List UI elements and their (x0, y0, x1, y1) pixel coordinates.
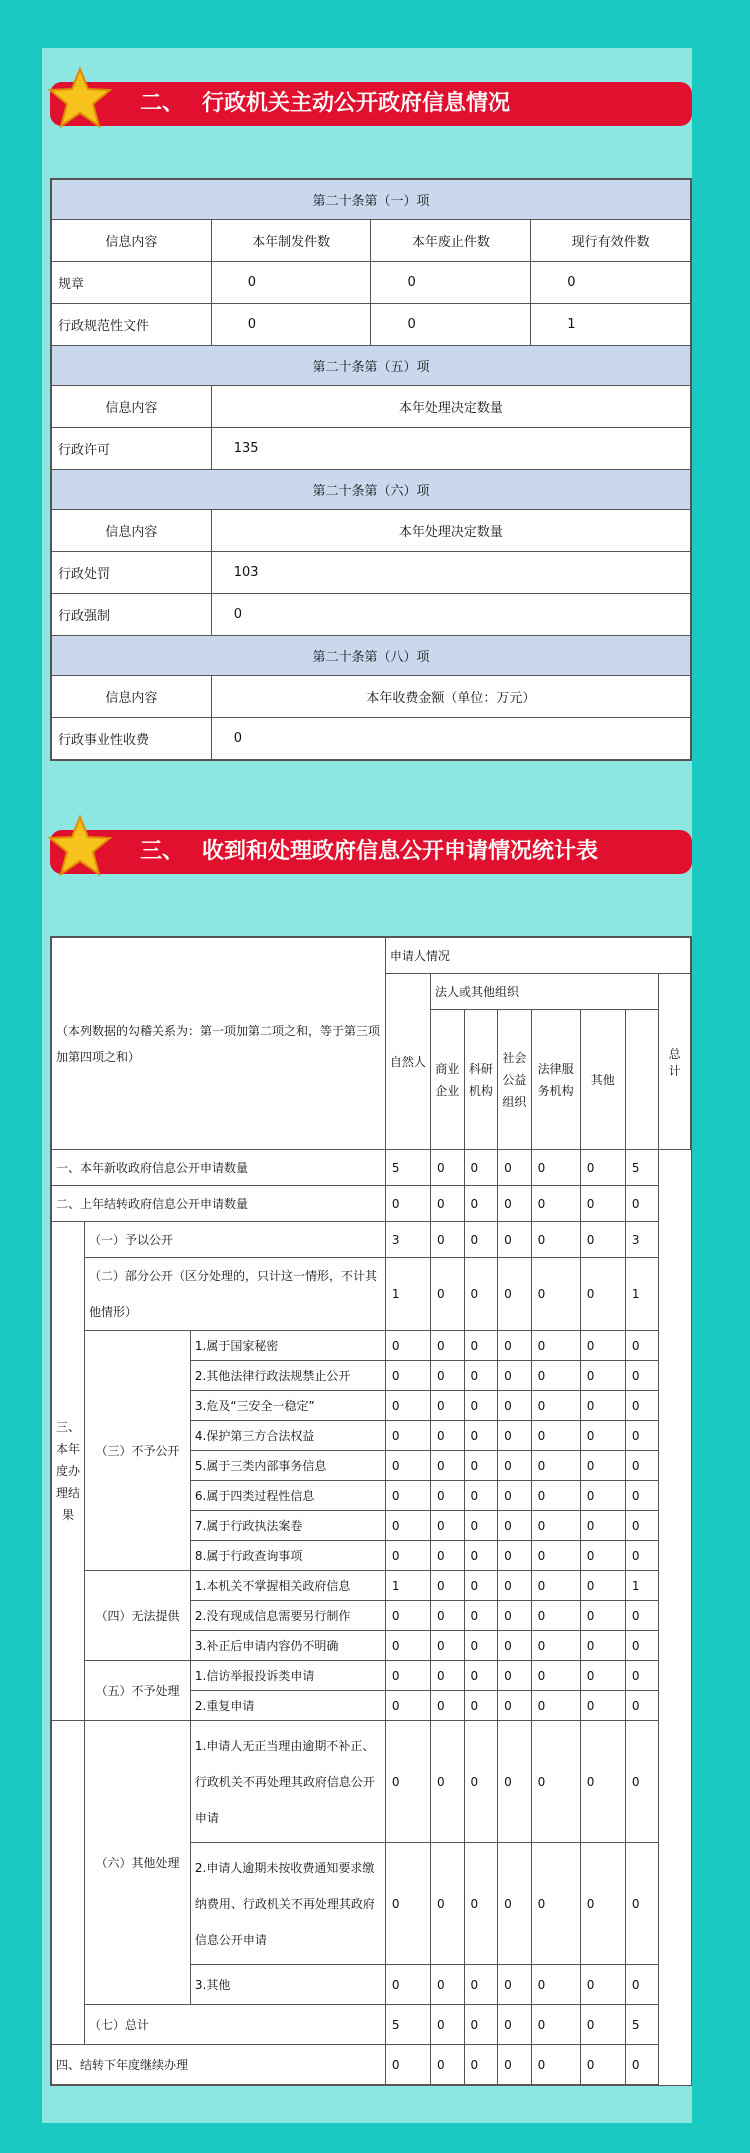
cell-value: 0 (625, 1691, 658, 1721)
column-header: 自然人 (385, 974, 430, 1150)
data-row (52, 1258, 691, 1331)
section3-label: 三、本年度办理结果 (52, 1222, 85, 1721)
cell-value: 0 (531, 1661, 580, 1691)
cell-value: 0 (385, 1391, 430, 1421)
cell-value: 0 (531, 1721, 580, 1843)
row-label: 4.保护第三方合法权益 (190, 1421, 385, 1451)
cell-value: 0 (580, 1331, 625, 1361)
row-label: 行政强制 (52, 594, 212, 636)
cell-value: 0 (385, 1631, 430, 1661)
cell-value: 0 (531, 1391, 580, 1421)
column-header: 本年处理决定数量 (211, 510, 690, 552)
cell-value: 0 (531, 1222, 580, 1258)
cell-value: 0 (464, 2045, 498, 2085)
cell-value: 0 (625, 1511, 658, 1541)
row-label: 2.申请人逾期未按收费通知要求缴纳费用、行政机关不再处理其政府信息公开申请 (190, 1843, 385, 1965)
cell-value: 0 (371, 262, 531, 304)
column-header: 信息内容 (52, 220, 212, 262)
cell-value: 0 (498, 1631, 532, 1661)
group-label-bugk: （三）不予公开 (85, 1331, 191, 1571)
column-header: 信息内容 (52, 386, 212, 428)
column-header: 本年处理决定数量 (211, 386, 690, 428)
group-label-bycl: （五）不予处理 (85, 1661, 191, 1721)
applicant-header: 申请人情况 (385, 938, 690, 974)
cell-value: 0 (531, 1186, 580, 1222)
cell-value: 0 (580, 1661, 625, 1691)
cell-value: 0 (211, 304, 371, 346)
cell-value: 0 (464, 1601, 498, 1631)
cell-value: 0 (430, 1331, 464, 1361)
cell-value: 0 (211, 594, 690, 636)
cell-value: 0 (430, 1571, 464, 1601)
cell-value: 0 (580, 1258, 625, 1331)
cell-value: 0 (385, 1511, 430, 1541)
column-header: 本年废止件数 (371, 220, 531, 262)
row-label: 1.属于国家秘密 (190, 1331, 385, 1361)
data-row (52, 1331, 691, 1361)
cell-value: 0 (464, 1331, 498, 1361)
cell-value: 0 (498, 1541, 532, 1571)
cell-value: 0 (625, 1186, 658, 1222)
row-label: 3.危及“三安全一稳定” (190, 1391, 385, 1421)
block-header: 第二十条第（五）项 (52, 346, 691, 386)
cell-value: 0 (531, 1601, 580, 1631)
section3-title: 收到和处理政府信息公开申请情况统计表 (202, 839, 599, 864)
cell-value: 0 (498, 1258, 532, 1331)
row-label: 3.其他 (190, 1965, 385, 2005)
cell-value: 0 (498, 1481, 532, 1511)
row-label: 3.补正后申请内容仍不明确 (190, 1631, 385, 1661)
cell-value: 0 (580, 1843, 625, 1965)
group-label-wftg: （四）无法提供 (85, 1571, 191, 1661)
cell-value: 0 (498, 1601, 532, 1631)
row-label: 二、上年结转政府信息公开申请数量 (52, 1186, 386, 1222)
column-header: 信息内容 (52, 510, 212, 552)
data-row (52, 2045, 691, 2085)
cell-value: 0 (531, 1511, 580, 1541)
cell-value: 0 (498, 1965, 532, 2005)
column-header: 商业企业 (430, 1010, 464, 1150)
cell-value: 0 (464, 1661, 498, 1691)
cell-value: 0 (430, 1222, 464, 1258)
cell-value: 0 (430, 1361, 464, 1391)
row-label: 行政处罚 (52, 552, 212, 594)
column-header: 总计 (659, 974, 691, 1150)
cell-value: 0 (430, 2005, 464, 2045)
cell-value: 0 (531, 1571, 580, 1601)
cell-value: 1 (625, 1258, 658, 1331)
cell-value: 0 (498, 1331, 532, 1361)
column-header-row (52, 676, 691, 718)
cell-value: 0 (625, 1391, 658, 1421)
cell-value: 0 (464, 1361, 498, 1391)
data-row (52, 262, 691, 304)
cell-value: 1 (531, 304, 691, 346)
section2-title: 行政机关主动公开政府信息情况 (202, 91, 511, 116)
cell-value: 0 (464, 1391, 498, 1421)
cell-value: 0 (385, 1661, 430, 1691)
row-label: 5.属于三类内部事务信息 (190, 1451, 385, 1481)
cell-value: 0 (464, 1691, 498, 1721)
cell-value: 0 (371, 304, 531, 346)
cell-value: 0 (498, 1451, 532, 1481)
row-label: 1.信访举报投诉类申请 (190, 1661, 385, 1691)
cell-value: 0 (385, 1361, 430, 1391)
data-row (52, 1571, 691, 1601)
cell-value: 0 (580, 1965, 625, 2005)
row-label: 四、结转下年度继续办理 (52, 2045, 386, 2085)
cell-value: 0 (498, 1421, 532, 1451)
data-row (52, 1721, 691, 1843)
cell-value: 0 (430, 1258, 464, 1331)
block-header-row (52, 180, 691, 220)
cell-value: 0 (430, 1965, 464, 2005)
column-header-row (52, 510, 691, 552)
row-label: 2.没有现成信息需要另行制作 (190, 1601, 385, 1631)
cell-value: 0 (580, 1451, 625, 1481)
cell-value: 0 (430, 1691, 464, 1721)
column-header: 本年制发件数 (211, 220, 371, 262)
cell-value: 0 (625, 1451, 658, 1481)
cell-value: 0 (580, 1721, 625, 1843)
cell-value: 0 (625, 1541, 658, 1571)
data-row (52, 1222, 691, 1258)
column-header-row (52, 386, 691, 428)
cell-value: 0 (464, 1150, 498, 1186)
cell-value: 0 (430, 1843, 464, 1965)
cell-value: 0 (464, 1258, 498, 1331)
cell-value: 0 (580, 1691, 625, 1721)
cell-value: 0 (430, 1186, 464, 1222)
data-row (52, 1150, 691, 1186)
cell-value: 0 (464, 1965, 498, 2005)
cell-value: 3 (385, 1222, 430, 1258)
row-label: 6.属于四类过程性信息 (190, 1481, 385, 1511)
cell-value: 0 (625, 1843, 658, 1965)
cell-value: 0 (625, 1361, 658, 1391)
cell-value: 0 (211, 262, 371, 304)
cell-value: 0 (580, 1631, 625, 1661)
row-label: 1.申请人无正当理由逾期不补正、行政机关不再处理其政府信息公开申请 (190, 1721, 385, 1843)
column-header: 科研机构 (464, 1010, 498, 1150)
cell-value: 0 (580, 1186, 625, 1222)
row-label: 8.属于行政查询事项 (190, 1541, 385, 1571)
cell-value: 0 (385, 1691, 430, 1721)
data-row (52, 718, 691, 760)
section2-table (50, 178, 692, 761)
cell-value: 1 (385, 1571, 430, 1601)
cell-value: 0 (580, 1421, 625, 1451)
cell-value: 0 (430, 1661, 464, 1691)
cell-value: 5 (385, 1150, 430, 1186)
cell-value: 0 (498, 1361, 532, 1391)
cell-value: 0 (498, 1511, 532, 1541)
star-icon (48, 814, 112, 878)
cell-value: 0 (385, 1965, 430, 2005)
row-label: 行政规范性文件 (52, 304, 212, 346)
row-label: 1.本机关不掌握相关政府信息 (190, 1571, 385, 1601)
cell-value: 0 (430, 1511, 464, 1541)
cell-value: 0 (531, 1965, 580, 2005)
cell-value: 0 (625, 1721, 658, 1843)
column-header-row (52, 220, 691, 262)
cell-value: 5 (385, 2005, 430, 2045)
cell-value: 0 (531, 1843, 580, 1965)
section3-table (50, 936, 692, 2086)
cell-value: 1 (625, 1571, 658, 1601)
section2-banner (50, 82, 692, 126)
cell-value: 1 (385, 1258, 430, 1331)
cell-value: 0 (464, 1451, 498, 1481)
cell-value: 0 (531, 262, 691, 304)
table-note: （本列数据的勾稽关系为：第一项加第二项之和，等于第三项加第四项之和） (52, 938, 386, 1150)
cell-value: 0 (580, 1511, 625, 1541)
section2-number: 二、 (140, 91, 185, 116)
cell-value: 0 (498, 2005, 532, 2045)
row-label: 2.其他法律行政法规禁止公开 (190, 1361, 385, 1391)
legal-group-header: 法人或其他组织 (430, 974, 658, 1010)
block-header: 第二十条第（六）项 (52, 470, 691, 510)
cell-value: 0 (580, 1222, 625, 1258)
cell-value: 0 (531, 1258, 580, 1331)
cell-value: 0 (498, 2045, 532, 2085)
star-icon (48, 66, 112, 130)
cell-value: 0 (498, 1391, 532, 1421)
cell-value: 0 (464, 1721, 498, 1843)
column-header: 法律服务机构 (531, 1010, 580, 1150)
row-label: 一、本年新收政府信息公开申请数量 (52, 1150, 386, 1186)
cell-value: 0 (385, 1186, 430, 1222)
cell-value: 0 (580, 1541, 625, 1571)
cell-value: 0 (531, 2005, 580, 2045)
cell-value: 0 (498, 1150, 532, 1186)
row-label: 2.重复申请 (190, 1691, 385, 1721)
cell-value: 3 (625, 1222, 658, 1258)
cell-value: 0 (625, 1661, 658, 1691)
cell-value: 0 (625, 1601, 658, 1631)
data-row (52, 2005, 691, 2045)
cell-value: 0 (385, 1541, 430, 1571)
cell-value: 0 (531, 1481, 580, 1511)
blank-cell (52, 1721, 85, 2045)
cell-value: 0 (464, 1541, 498, 1571)
cell-value: 0 (531, 1421, 580, 1451)
row-label: （二）部分公开（区分处理的，只计这一情形，不计其他情形） (85, 1258, 386, 1331)
section3-banner (50, 830, 692, 874)
header-row-1 (52, 938, 691, 974)
cell-value: 0 (531, 1541, 580, 1571)
cell-value: 0 (498, 1661, 532, 1691)
data-row (52, 428, 691, 470)
cell-value: 0 (580, 2005, 625, 2045)
cell-value: 0 (430, 2045, 464, 2085)
cell-value: 0 (464, 1511, 498, 1541)
cell-value: 0 (625, 1965, 658, 2005)
cell-value: 0 (430, 1631, 464, 1661)
cell-value: 0 (531, 1451, 580, 1481)
cell-value: 0 (430, 1721, 464, 1843)
cell-value: 0 (385, 1721, 430, 1843)
cell-value: 0 (498, 1222, 532, 1258)
cell-value: 0 (625, 1331, 658, 1361)
cell-value: 0 (211, 718, 690, 760)
cell-value: 0 (430, 1481, 464, 1511)
cell-value: 135 (211, 428, 690, 470)
cell-value: 0 (385, 1421, 430, 1451)
column-header: 本年收费金额（单位：万元） (211, 676, 690, 718)
column-header: 现行有效件数 (531, 220, 691, 262)
cell-value: 0 (430, 1541, 464, 1571)
cell-value: 0 (385, 1451, 430, 1481)
cell-value: 0 (580, 2045, 625, 2085)
cell-value: 0 (580, 1481, 625, 1511)
cell-value: 0 (464, 1631, 498, 1661)
cell-value: 0 (385, 1843, 430, 1965)
cell-value: 0 (625, 1481, 658, 1511)
cell-value: 5 (625, 2005, 658, 2045)
data-row (52, 552, 691, 594)
cell-value: 0 (464, 1571, 498, 1601)
cell-value: 0 (464, 1186, 498, 1222)
cell-value: 0 (580, 1150, 625, 1186)
data-row (52, 1661, 691, 1691)
column-header: 社会公益组织 (498, 1010, 532, 1150)
cell-value: 0 (625, 1421, 658, 1451)
cell-value: 0 (498, 1843, 532, 1965)
section3-number: 三、 (140, 839, 185, 864)
row-label: 规章 (52, 262, 212, 304)
data-row (52, 1186, 691, 1222)
row-label: 7.属于行政执法案卷 (190, 1511, 385, 1541)
row-label: 行政事业性收费 (52, 718, 212, 760)
group-label-qtcl: （六）其他处理 (85, 1721, 191, 2005)
cell-value: 0 (580, 1571, 625, 1601)
cell-value: 0 (430, 1150, 464, 1186)
cell-value: 0 (498, 1721, 532, 1843)
cell-value: 0 (385, 2045, 430, 2085)
cell-value: 0 (580, 1601, 625, 1631)
cell-value: 0 (430, 1391, 464, 1421)
cell-value: 0 (498, 1186, 532, 1222)
cell-value: 0 (498, 1691, 532, 1721)
cell-value: 0 (464, 1421, 498, 1451)
row-label: （一）予以公开 (85, 1222, 386, 1258)
row-label: 行政许可 (52, 428, 212, 470)
cell-value: 0 (531, 1331, 580, 1361)
cell-value: 0 (430, 1421, 464, 1451)
row-label: （七）总计 (85, 2005, 386, 2045)
cell-value: 0 (531, 1631, 580, 1661)
cell-value: 0 (464, 2005, 498, 2045)
cell-value: 0 (580, 1361, 625, 1391)
cell-value: 0 (385, 1331, 430, 1361)
cell-value: 0 (580, 1391, 625, 1421)
cell-value: 0 (531, 1691, 580, 1721)
cell-value: 5 (625, 1150, 658, 1186)
cell-value: 0 (531, 1150, 580, 1186)
cell-value: 0 (464, 1222, 498, 1258)
cell-value: 0 (464, 1843, 498, 1965)
cell-value: 0 (531, 2045, 580, 2085)
block-header-row (52, 346, 691, 386)
cell-value: 0 (498, 1571, 532, 1601)
cell-value: 0 (625, 1631, 658, 1661)
cell-value: 0 (430, 1451, 464, 1481)
data-row (52, 594, 691, 636)
cell-value: 0 (385, 1481, 430, 1511)
cell-value: 0 (385, 1601, 430, 1631)
column-header: 信息内容 (52, 676, 212, 718)
cell-value: 103 (211, 552, 690, 594)
block-header: 第二十条第（八）项 (52, 636, 691, 676)
cell-value: 0 (625, 2045, 658, 2085)
block-header-row (52, 470, 691, 510)
data-row (52, 304, 691, 346)
cell-value: 0 (430, 1601, 464, 1631)
cell-value: 0 (531, 1361, 580, 1391)
cell-value: 0 (464, 1481, 498, 1511)
block-header-row (52, 636, 691, 676)
block-header: 第二十条第（一）项 (52, 180, 691, 220)
column-header: 其他 (580, 1010, 625, 1150)
